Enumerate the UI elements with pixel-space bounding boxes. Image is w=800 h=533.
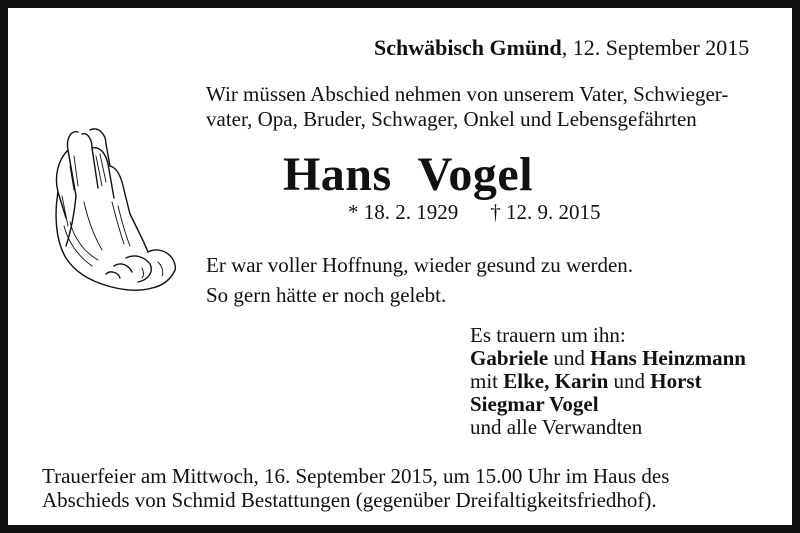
birth-date: * 18. 2. 1929	[348, 200, 459, 224]
quote-text	[206, 250, 633, 310]
mourners-line-2	[470, 347, 746, 370]
mourner-connector: und	[548, 346, 591, 370]
intro-line-2: vater, Opa, Bruder, Schwager, Onkel und Lebensgefährten	[206, 107, 697, 131]
dateline-date: , 12. September 2015	[561, 35, 750, 60]
service-announcement	[42, 464, 669, 512]
deceased-first-name: Hans	[282, 148, 392, 201]
mourner-name: Horst	[650, 369, 702, 393]
deceased-name	[8, 147, 800, 202]
life-dates	[348, 200, 601, 225]
quote-line-1: Er war voller Hoffnung, wieder gesund zu werden.	[206, 253, 634, 277]
mourner-name: Siegmar Vogel	[470, 392, 599, 416]
intro-line-1: Wir müssen Abschied nehmen von unserem Vater, Schwieger-	[206, 82, 729, 106]
dateline	[374, 35, 749, 61]
mourner-connector: mit	[470, 369, 504, 393]
mourner-name: Elke, Karin	[503, 369, 609, 393]
mourners-heading: Es trauern um ihn:	[470, 323, 626, 347]
mourner-connector: und	[608, 369, 651, 393]
mourners-line-4	[470, 393, 746, 416]
mourner-name: Gabriele	[470, 346, 549, 370]
service-line-1: Trauerfeier am Mittwoch, 16. September 2015, um 15.00 Uhr im Haus des	[42, 464, 670, 488]
intro-text	[206, 82, 728, 132]
mourners-block	[470, 324, 746, 439]
mourner-name: Hans Heinzmann	[590, 346, 746, 370]
dateline-place: Schwäbisch Gmünd	[374, 35, 562, 60]
quote-line-2: So gern hätte er noch gelebt.	[206, 283, 447, 307]
mourners-line-3	[470, 370, 746, 393]
service-line-2: Abschieds von Schmid Bestattungen (gegenüber Dreifaltigkeitsfriedhof).	[42, 488, 657, 512]
mourners-line-5: und alle Verwandten	[470, 415, 643, 439]
death-date: † 12. 9. 2015	[490, 200, 601, 224]
deceased-last-name: Vogel	[417, 148, 534, 201]
